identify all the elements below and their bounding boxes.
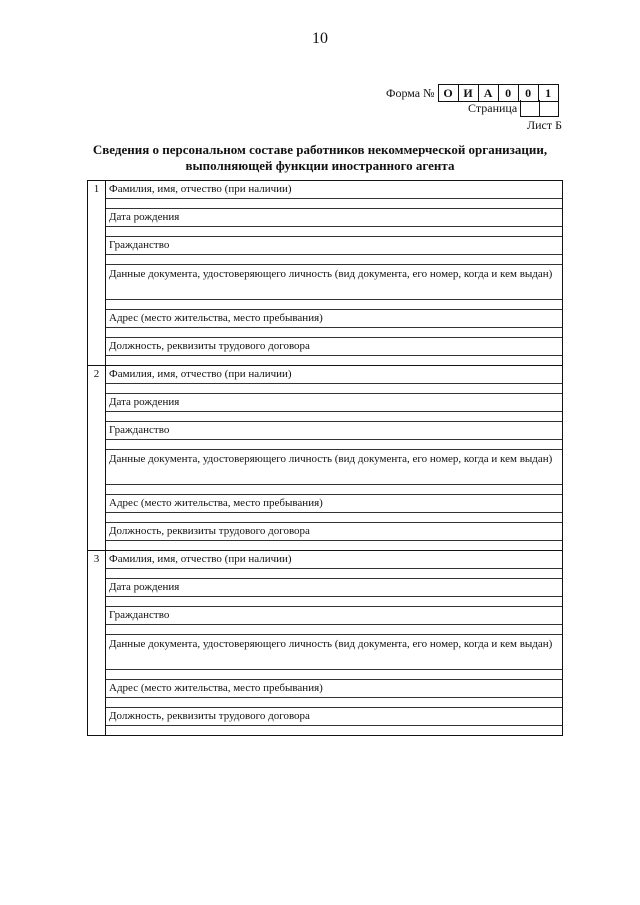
- field-value-cell[interactable]: [106, 328, 562, 338]
- field-value-cell[interactable]: [106, 698, 562, 708]
- field-value-cell[interactable]: [106, 300, 562, 310]
- personnel-table: [87, 180, 563, 736]
- field-label: Адрес (место жительства, место пребывания): [106, 310, 562, 328]
- field-label: Адрес (место жительства, место пребывания): [106, 680, 562, 698]
- field-label: Должность, реквизиты трудового договора: [106, 523, 562, 541]
- field-label: Дата рождения: [106, 579, 562, 597]
- page-field: [468, 100, 559, 117]
- field-value-cell[interactable]: [106, 384, 562, 394]
- field-label: Гражданство: [106, 422, 562, 440]
- field-label: Фамилия, имя, отчество (при наличии): [106, 366, 562, 384]
- document-title: [60, 142, 580, 174]
- form-code-cell: 1: [538, 85, 558, 101]
- field-label: Фамилия, имя, отчество (при наличии): [106, 551, 562, 569]
- field-value-cell[interactable]: [106, 356, 562, 365]
- field-label: Должность, реквизиты трудового договора: [106, 708, 562, 726]
- row-number: 3: [88, 551, 106, 735]
- field-label: Должность, реквизиты трудового договора: [106, 338, 562, 356]
- field-value-cell[interactable]: [106, 255, 562, 265]
- field-label: Данные документа, удостоверяющего личность (вид документа, его номер, когда и кем выдан): [106, 450, 562, 485]
- field-label: Данные документа, удостоверяющего личность (вид документа, его номер, когда и кем выдан): [106, 635, 562, 670]
- sheet-label: Лист Б: [527, 118, 563, 132]
- page-label: Страница: [468, 101, 518, 115]
- employee-block: [88, 181, 562, 365]
- page-cell[interactable]: [539, 100, 558, 116]
- field-value-cell[interactable]: [106, 726, 562, 735]
- field-label: Гражданство: [106, 607, 562, 625]
- form-code-cell: 0: [498, 85, 518, 101]
- page-cell[interactable]: [521, 100, 539, 116]
- form-code-cell: А: [478, 85, 498, 101]
- form-code-cell: И: [458, 85, 478, 101]
- field-value-cell[interactable]: [106, 199, 562, 209]
- field-label: Дата рождения: [106, 209, 562, 227]
- field-label: Гражданство: [106, 237, 562, 255]
- field-value-cell[interactable]: [106, 513, 562, 523]
- title-line: выполняющей функции иностранного агента: [185, 158, 455, 173]
- field-label: Дата рождения: [106, 394, 562, 412]
- field-value-cell[interactable]: [106, 569, 562, 579]
- form-code-cell: 0: [518, 85, 538, 101]
- employee-block: [88, 550, 562, 735]
- field-label: Фамилия, имя, отчество (при наличии): [106, 181, 562, 199]
- field-label: Данные документа, удостоверяющего личность (вид документа, его номер, когда и кем выдан): [106, 265, 562, 300]
- row-number: 1: [88, 181, 106, 365]
- field-value-cell[interactable]: [106, 440, 562, 450]
- form-label: Форма №: [386, 85, 435, 100]
- field-label: Адрес (место жительства, место пребывания): [106, 495, 562, 513]
- field-value-cell[interactable]: [106, 485, 562, 495]
- row-number: 2: [88, 366, 106, 550]
- field-value-cell[interactable]: [106, 227, 562, 237]
- title-line: Сведения о персональном составе работников некоммерческой организации,: [92, 142, 548, 157]
- field-value-cell[interactable]: [106, 597, 562, 607]
- field-value-cell[interactable]: [106, 412, 562, 422]
- page-number: 10: [312, 30, 328, 47]
- form-code-cell: О: [443, 86, 453, 100]
- field-value-cell[interactable]: [106, 670, 562, 680]
- field-value-cell[interactable]: [106, 625, 562, 635]
- field-value-cell[interactable]: [106, 541, 562, 550]
- employee-block: [88, 365, 562, 550]
